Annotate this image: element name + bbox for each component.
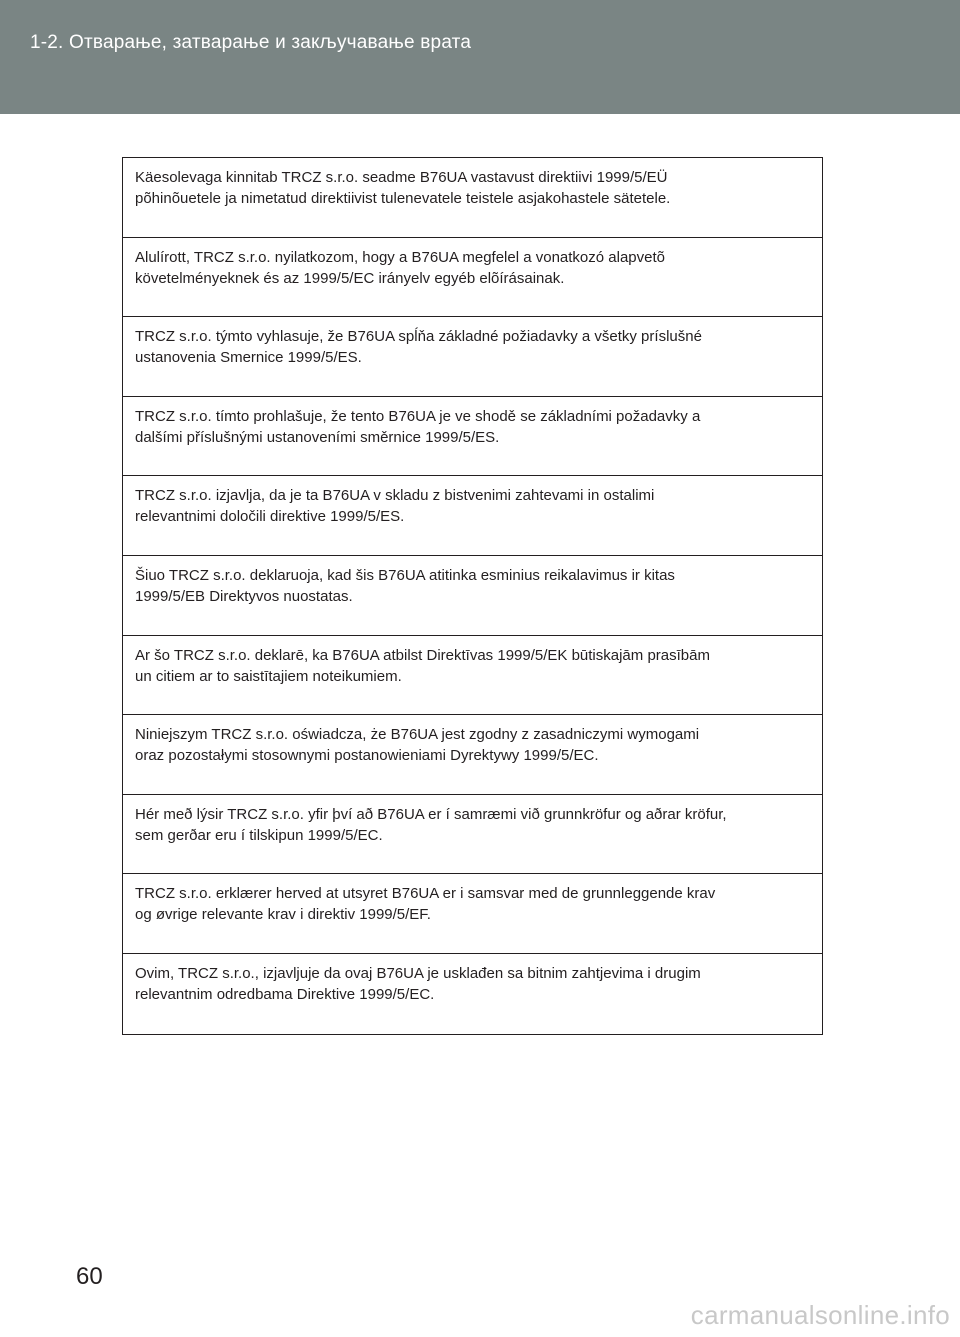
declaration-row-slovak — [123, 317, 822, 397]
declaration-text: TRCZ s.r.o. izjavlja, da je ta B76UA v skladu z bistvenimi zahtevami in ostalimi relevantnimi določili direktive 1999/5/ES. — [135, 487, 655, 526]
declaration-row-lithuanian — [123, 556, 822, 636]
header-bar — [0, 0, 960, 114]
page-number: 60 — [76, 1263, 103, 1290]
declaration-row-slovenian — [123, 476, 822, 556]
declaration-row-hungarian — [123, 238, 822, 318]
section-title: 1-2. Отварање, затварање и закључавање врата — [30, 32, 472, 53]
declaration-row-norwegian — [123, 874, 822, 954]
declaration-text: Käesolevaga kinnitab TRCZ s.r.o. seadme B76UA vastavust direktiivi 1999/5/EÜ põhinõuetele ja nimetatud direktiivist tulenevatele teistele asjakohastele sätetele. — [135, 169, 671, 207]
declaration-table — [122, 157, 823, 1035]
declaration-text: Alulírott, TRCZ s.r.o. nyilatkozom, hogy a B76UA megfelel a vonatkozó alapvetõ követelményeknek és az 1999/5/EC irányelv egyéb elõírásainak. — [135, 248, 665, 287]
declaration-text: TRCZ s.r.o. erklærer herved at utsyret B76UA er i samsvar med de grunnleggende krav og øvrige relevante krav i direktiv 1999/5/EF. — [135, 885, 716, 924]
declaration-row-polish — [123, 715, 822, 795]
watermark: carmanualsonline.info — [690, 1300, 950, 1330]
declaration-text: Šiuo TRCZ s.r.o. deklaruoja, kad šis B76UA atitinka esminius reikalavimus ir kitas 1999/5/EB Direktyvos nuostatas. — [135, 566, 675, 605]
declaration-row-icelandic — [123, 795, 822, 875]
declaration-row-croatian — [123, 954, 822, 1034]
declaration-text: Ovim, TRCZ s.r.o., izjavljuje da ovaj B76UA je usklađen sa bitnim zahtjevima i drugim relevantnim odredbama Direktive 1999/5/EC. — [135, 964, 701, 1003]
declaration-text: TRCZ s.r.o. týmto vyhlasuje, že B76UA spĺňa základné požiadavky a všetky príslušné ustanovenia Smernice 1999/5/ES. — [135, 328, 702, 367]
declaration-row-czech — [123, 397, 822, 477]
declaration-text: Ar šo TRCZ s.r.o. deklarē, ka B76UA atbilst Direktīvas 1999/5/EK būtiskajām prasībām un citiem ar to saistītajiem noteikumiem. — [135, 646, 710, 685]
declaration-row-latvian — [123, 636, 822, 716]
declaration-row-estonian — [123, 158, 822, 238]
declaration-text: Hér með lýsir TRCZ s.r.o. yfir því að B76UA er í samræmi við grunnkröfur og aðrar kröfur, sem gerðar eru í tilskipun 1999/5/EC. — [135, 805, 727, 844]
declaration-text: Niniejszym TRCZ s.r.o. oświadcza, że B76UA jest zgodny z zasadniczymi wymogami oraz pozostałymi stosownymi postanowieniami Dyrektywy 1999/5/EC. — [135, 726, 700, 765]
declaration-text: TRCZ s.r.o. tímto prohlašuje, že tento B76UA je ve shodě se základními požadavky a dalšími příslušnými ustanoveními směrnice 1999/5/ES. — [135, 407, 701, 446]
